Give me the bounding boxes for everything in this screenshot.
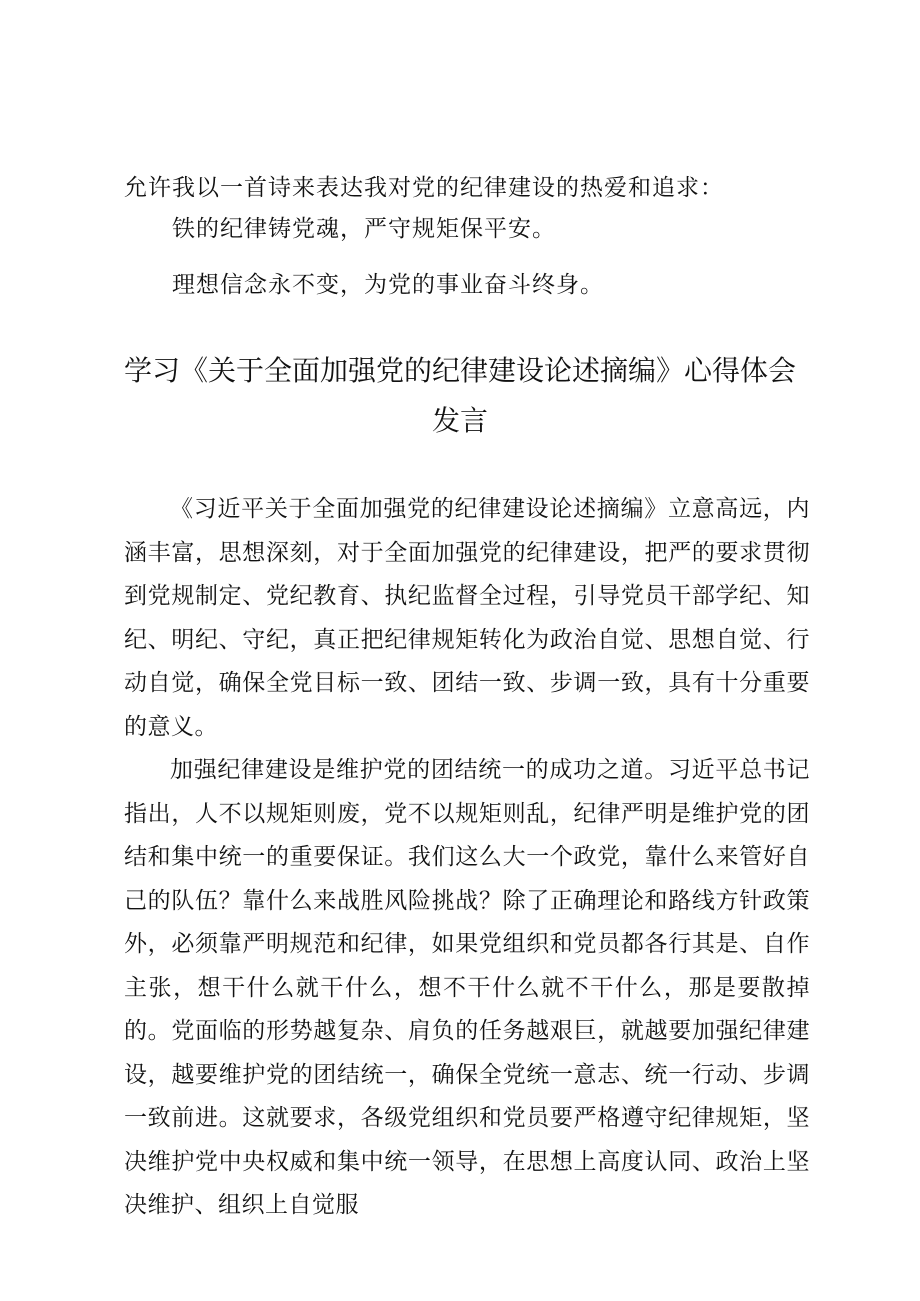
body-paragraph-2: 加强纪律建设是维护党的团结统一的成功之道。习近平总书记指出，人不以规矩则废，党不以规矩则乱，纪律严明是维护党的团结和集中统一的重要保证。我们这么大一个政党，靠什么来管好自己的队伍？靠什么来战胜风险挑战？除了正确理论和路线方针政策外，必须靠严明规范和纪律，如果党组织和党员都各行其是、自作主张，想干什么就干什么，想不干什么就不干什么，那是要散掉的。党面临的形势越复杂、肩负的任务越艰巨，就越要加强纪律建设，越要维护党的团结统一，确保全党统一意志、统一行动、步调一致前进。这就要求，各级党组织和党员要严格遵守纪律规矩，坚决维护党中央权威和集中统一领导，在思想上高度认同、政治上坚决维护、组织上自觉服	[124, 757, 810, 1218]
poem-block	[172, 207, 812, 319]
intro-sentence: 允许我以一首诗来表达我对党的纪律建设的热爱和追求：	[124, 175, 724, 201]
document-body	[124, 488, 810, 1228]
poem-line-2: 理想信念永不变，为党的事业奋斗终身。	[172, 272, 604, 298]
body-paragraph-1: 《习近平关于全面加强党的纪律建设论述摘编》立意高远，内涵丰富，思想深刻，对于全面加强党的纪律建设，把严的要求贯彻到党规制定、党纪教育、执纪监督全过程，引导党员干部学纪、知纪、明纪、守纪，真正把纪律规矩转化为政治自觉、思想自觉、行动自觉，确保全党目标一致、团结一致、步调一致，具有十分重要的意义。	[124, 496, 810, 740]
document-title	[100, 346, 820, 446]
intro-block	[124, 166, 824, 210]
title-line-1: 学习《关于全面加强党的纪律建设论述摘编》心得体会	[123, 354, 796, 387]
poem-line-1: 铁的纪律铸党魂，严守规矩保平安。	[172, 216, 556, 242]
title-line-2: 发言	[431, 404, 488, 437]
